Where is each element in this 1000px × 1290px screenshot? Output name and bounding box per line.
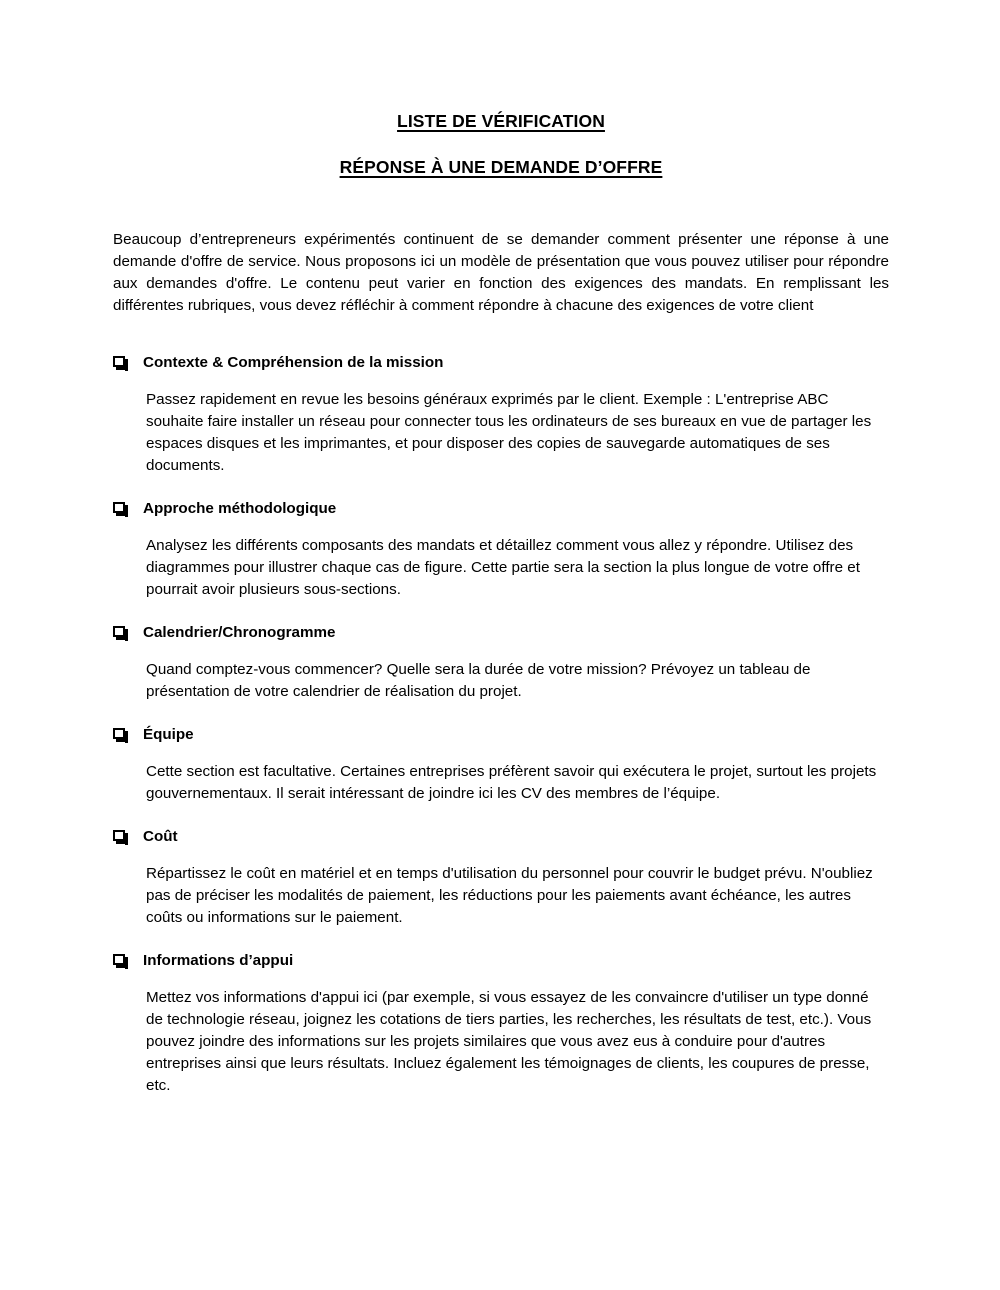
document-title-block (113, 0, 889, 178)
checklist-section-body: Cette section est facultative. Certaines entreprises préfèrent savoir qui exécutera le projet, surtout les projets gouvernementaux. Il serait intéressant de joindre ici les CV des membres de l’équipe. (146, 763, 877, 802)
unchecked-checkbox-icon[interactable] (113, 502, 129, 517)
checklist-section-heading[interactable] (113, 499, 889, 519)
checklist-section (113, 827, 889, 929)
document-content (113, 0, 889, 1113)
intro-paragraph: Beaucoup d’entrepreneurs expérimentés continuent de se demander comment présenter une réponse à une demande d'offre de service. Nous proposons ici un modèle de présentation que vous pouvez utiliser pour répondre aux demandes d'offre. Le contenu peut varier en fonction des exigences des mandats. En remplissant les différentes rubriques, vous devez réfléchir à comment répondre à chacune des exigences de votre client (113, 231, 889, 314)
checklist-section-heading[interactable] (113, 623, 889, 643)
checklist-sections (113, 353, 889, 1097)
checklist-section-title: Coût (143, 828, 178, 845)
checklist-section-title: Contexte & Compréhension de la mission (143, 354, 444, 371)
document-title-secondary-text: RÉPONSE À UNE DEMANDE D’OFFRE (339, 157, 663, 177)
checklist-section-body: Répartissez le coût en matériel et en temps d'utilisation du personnel pour couvrir le budget prévu. N'oubliez pas de préciser les modalités de paiement, les réductions pour les paiements avant échéance, les autres coûts ou informations sur le paiement. (146, 865, 873, 926)
checklist-section-title: Équipe (143, 726, 194, 743)
checklist-section-heading[interactable] (113, 827, 889, 847)
checklist-section-body: Mettez vos informations d'appui ici (par exemple, si vous essayez de les convaincre d'utiliser un type donné de technologie réseau, joignez les cotations de tiers parties, les recherches, les résultats de test, etc.). Vous pouvez joindre des informations sur les projets similaires que vous avez eus à conduire pour d'autres entreprises ainsi que leurs résultats. Incluez également les témoignages de clients, les coupures de presse, etc. (146, 989, 872, 1094)
unchecked-checkbox-icon[interactable] (113, 728, 129, 743)
unchecked-checkbox-icon[interactable] (113, 954, 129, 969)
checklist-section-title: Approche méthodologique (143, 500, 337, 517)
checklist-section (113, 353, 889, 477)
checklist-section-body: Analysez les différents composants des mandats et détaillez comment vous allez y répondre. Utilisez des diagrammes pour illustrer chaque cas de figure. Cette partie sera la section la plus longue de votre offre et pourrait avoir plusieurs sous-sections. (146, 537, 860, 598)
unchecked-checkbox-icon[interactable] (113, 830, 129, 845)
document-title-primary (113, 110, 889, 132)
checklist-section (113, 623, 889, 703)
checklist-section (113, 499, 889, 601)
checklist-section-heading[interactable] (113, 353, 889, 373)
checklist-section-body: Quand comptez-vous commencer? Quelle sera la durée de votre mission? Prévoyez un tableau de présentation de votre calendrier de réalisation du projet. (146, 661, 811, 700)
checklist-section-title: Informations d’appui (143, 952, 294, 969)
unchecked-checkbox-icon[interactable] (113, 626, 129, 641)
document-title-primary-text: LISTE DE VÉRIFICATION (397, 111, 605, 131)
document-title-secondary (113, 156, 889, 178)
checklist-section-heading[interactable] (113, 951, 889, 971)
checklist-section (113, 725, 889, 805)
checklist-section-title: Calendrier/Chronogramme (143, 624, 336, 641)
checklist-section-heading[interactable] (113, 725, 889, 745)
unchecked-checkbox-icon[interactable] (113, 356, 129, 371)
checklist-section (113, 951, 889, 1097)
checklist-section-body: Passez rapidement en revue les besoins généraux exprimés par le client. Exemple : L'entreprise ABC souhaite faire installer un réseau pour connecter tous les ordinateurs de ses bureaux en vue de partager les espaces disques et les imprimantes, et pour disposer des copies de sauvegarde automatiques de ses documents. (146, 391, 872, 474)
